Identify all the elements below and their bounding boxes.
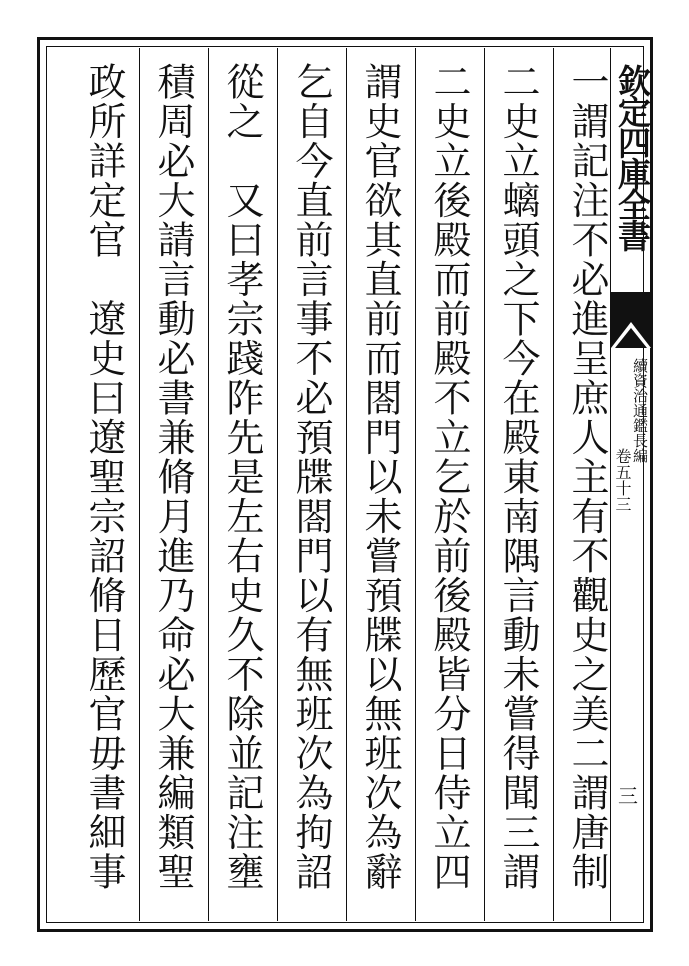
column-rule	[208, 48, 209, 921]
volume-label: 卷五十三	[613, 448, 632, 512]
page-mark: 三	[618, 784, 638, 808]
column-rule	[484, 48, 485, 921]
column-rule	[553, 48, 554, 921]
text-column-6: 從之 又曰孝宗踐阼先是左右史久不除並記注壅	[220, 62, 264, 892]
fishtail-mark-icon	[611, 292, 651, 348]
margin-strip	[610, 48, 652, 921]
text-column-5: 乞自今直前言事不必預牒閤門以有無班次為拘詔	[289, 62, 333, 892]
source-title: 續資治通鑑長編	[631, 358, 649, 463]
margin-separator	[610, 48, 611, 921]
column-rule	[415, 48, 416, 921]
page-inner-border	[46, 46, 644, 923]
text-column-4: 謂史官欲其直前而閤門以未嘗預牒以無班次為辭	[358, 62, 402, 892]
text-column-2: 二史立螭頭之下今在殿東南隅言動未嘗得聞三謂	[496, 62, 540, 892]
collection-title: 欽定四庫全書	[613, 64, 652, 250]
column-rule	[277, 48, 278, 921]
column-rule	[346, 48, 347, 921]
text-column-8: 政所詳定官 遼史曰遼聖宗詔脩日歷官毋書細事	[82, 62, 126, 892]
text-column-3: 二史立後殿而前殿不立乞於前後殿皆分日侍立四	[427, 62, 471, 892]
text-column-7: 積周必大請言動必書兼脩月進乃命必大兼編類聖	[151, 62, 195, 892]
column-rule	[139, 48, 140, 921]
text-column-1: 一謂記注不必進呈庶人主有不觀史之美二謂唐制	[565, 62, 609, 892]
